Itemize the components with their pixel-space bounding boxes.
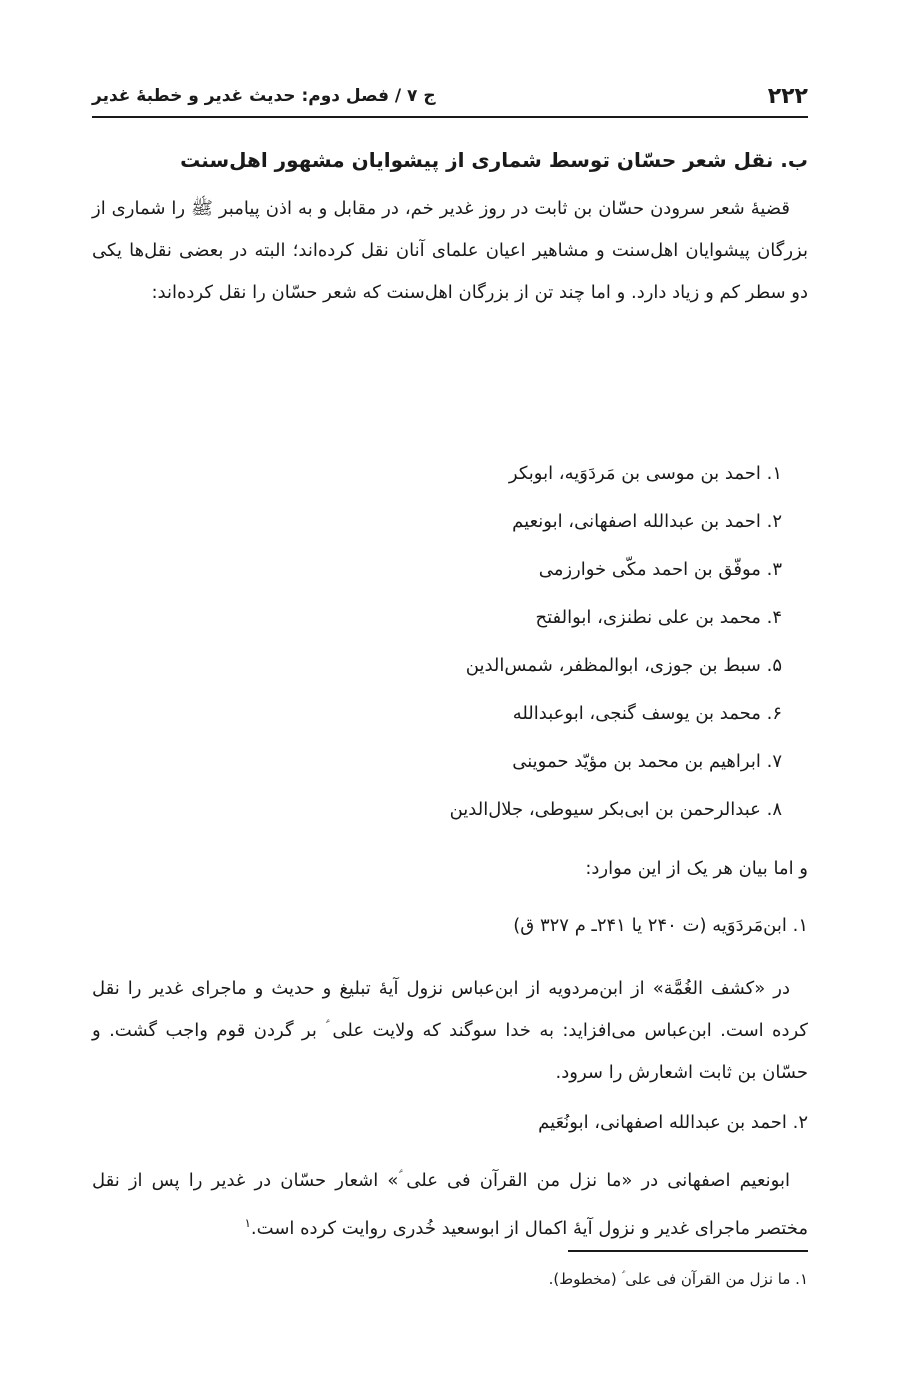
list-item: ۷. ابراهیم بن محمد بن مؤیّد حموینی: [512, 751, 782, 772]
bridge-text: و اما بیان هر یک از این موارد:: [585, 858, 808, 879]
section-title: ب. نقل شعر حسّان توسط شماری از پیشوایان مشهور اهل‌سنت: [180, 148, 808, 172]
entry-2-heading: ۲. احمد بن عبدالله اصفهانی، ابونُعَیم: [538, 1112, 808, 1133]
scholar-list: [450, 450, 782, 834]
footnote: ۱. ما نزل من القرآن فی علی ؑ (مخطوط).: [548, 1270, 808, 1288]
list-item: ۶. محمد بن یوسف گنجی، ابوعبدالله: [512, 703, 782, 724]
list-item: ۲. احمد بن عبدالله اصفهانی، ابونعیم: [512, 511, 782, 532]
book-page: [92, 60, 808, 1340]
list-item: ۵. سبط بن جوزی، ابوالمظفر، شمس‌الدین: [465, 655, 782, 676]
running-head: ج ۷ / فصل دوم: حدیث غدیر و خطبهٔ غدیر: [92, 86, 436, 106]
entry-1-text: در «کشف الغُمَّة» از ابن‌مردویه از ابن‌عباس نزول آیهٔ تبلیغ و حدیث و ماجرای غدیر را نقل کرده است. ابن‌عباس می‌افزاید: به خدا سوگند که ولایت علی ؑ بر گردن قوم واجب گشت. و حسّان بن ثابت اشعارش را سرود.: [92, 978, 808, 1083]
entry-2-text: ابونعیم اصفهانی در «ما نزل من القرآن فی علی ؑ» اشعار حسّان در غدیر را پس از نقل مختصر ماجرای غدیر و نزول آیهٔ اکمال از ابوسعید خُدری روایت کرده است.: [92, 1170, 808, 1239]
intro-paragraph: قضیهٔ شعر سرودن حسّان بن ثابت در روز غدیر خم، در مقابل و به اذن پیامبر ﷺ را شماری از بزرگان پیشوایان اهل‌سنت و مشاهیر اعیان علمای آنان نقل کرده‌اند؛ البته در بعضی نقل‌ها یکی دو سطر کم و زیاد دارد. و اما چند تن از بزرگان اهل‌سنت که شعر حسّان را نقل کرده‌اند:: [92, 198, 808, 303]
list-item: ۴. محمد بن علی نطنزی، ابوالفتح: [535, 607, 782, 628]
list-item: ۱. احمد بن موسی بن مَردَوَیه، ابوبکر: [508, 463, 782, 484]
list-item: ۳. موفّق بن احمد مکّی خوارزمی: [538, 559, 782, 580]
footnote-marker: ۱: [244, 1216, 251, 1230]
page-header: [92, 76, 808, 118]
entry-1-heading: ۱. ابن‌مَردَوَیه (ت ۲۴۰ یا ۲۴۱ـ م ۳۲۷ ق): [513, 915, 808, 936]
entry-2-paragraph: [92, 1160, 808, 1250]
page-number: ۲۲۲: [767, 83, 808, 109]
footnote-divider: [568, 1250, 808, 1252]
list-item: ۸. عبدالرحمن بن ابی‌بکر سیوطی، جلال‌الدین: [449, 799, 782, 820]
